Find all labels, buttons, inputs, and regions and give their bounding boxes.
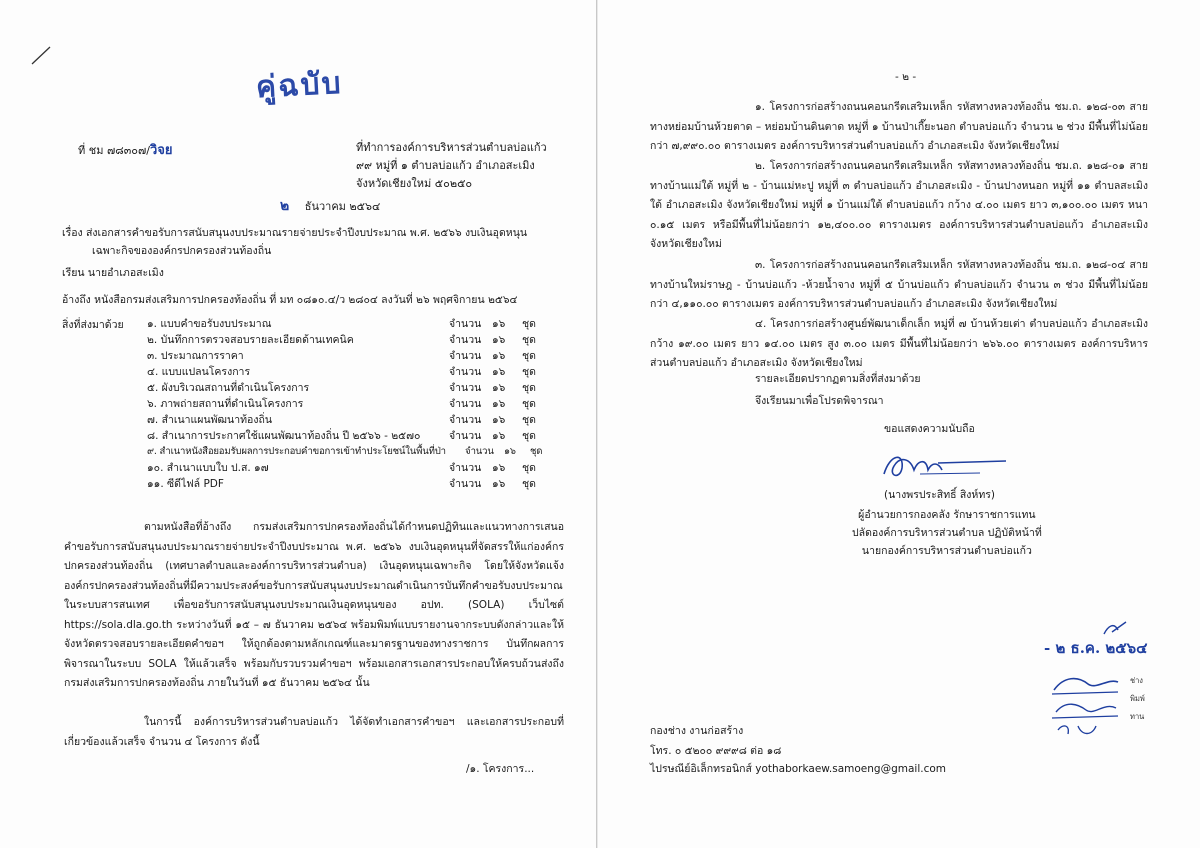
enclosure-row (147, 428, 597, 444)
enclosure-amount-label: จำนวน (449, 366, 482, 378)
recipient: เรียน นายอำเภอสะเมิง (62, 267, 164, 279)
department: กองช่าง งานก่อสร้าง (650, 725, 744, 737)
doc-no-handwritten: วิจย (149, 143, 173, 158)
initial-label: ช่าง (1130, 676, 1143, 685)
enclosure-row (147, 364, 597, 380)
enclosure-row (147, 444, 597, 460)
signer-name: (นางพรประสิทธิ์ สิงห์ทร) (884, 489, 995, 501)
subject-line: เฉพาะกิจขององค์กรปกครองส่วนท้องถิ่น (92, 245, 272, 257)
document-number (78, 144, 172, 158)
pen-mark (30, 44, 52, 66)
initial-label: ทาน (1130, 712, 1145, 721)
signer-title-line: ปลัดองค์การบริหารส่วนตำบล ปฏิบัติหน้าที่ (852, 527, 1042, 539)
enclosure-amount-label: จำนวน (465, 446, 494, 457)
signer-title-line: นายกองค์การบริหารส่วนตำบลบ่อแก้ว (861, 545, 1032, 557)
enclosure-name: ๑๐. สำเนาแบบใบ ป.ส. ๑๗ (147, 462, 269, 474)
enclosure-row (147, 348, 597, 364)
copy-stamp: คู่ฉบับ (255, 65, 344, 106)
enclosure-amount-label: จำนวน (449, 398, 482, 410)
document-date (280, 199, 380, 214)
enclosure-amount-label: จำนวน (449, 334, 482, 346)
enclosure-unit: ชุด (522, 382, 536, 394)
enclosure-unit: ชุด (522, 414, 536, 426)
enclosure-unit: ชุด (522, 398, 536, 410)
enclosure-qty: ๑๖ (492, 430, 506, 442)
enclosure-row (147, 316, 597, 332)
enclosure-name: ๓. ประมาณการราคา (147, 350, 244, 362)
email: ไปรษณีย์อิเล็กทรอนิกส์ yothaborkaew.samoeng@gmail.com (650, 763, 946, 775)
page-right (598, 0, 1200, 848)
subject-line: เรื่อง ส่งเอกสารคำขอรับการสนับสนุนงบประมาณรายจ่ายประจำปีงบประมาณ พ.ศ. ๒๕๖๖ งบเงินอุดหนุน (62, 227, 528, 239)
enclosure-amount-label: จำนวน (449, 478, 482, 490)
enclosure-amount-label: จำนวน (449, 414, 482, 426)
doc-no-printed: ที่ ชม ๗๘๓๐๗/ (78, 144, 150, 157)
project-4: ๔. โครงการก่อสร้างศูนย์พัฒนาเด็กเล็ก หมู่ที่ ๗ บ้านห้วยเต่า ตำบลบ่อแก้ว อำเภอสะเมิง กว้าง ๑๙.๐๐ เมตร ยาว ๑๔.๐๐ เมตร สูง ๓.๐๐ เมตร มีพื้นที่ไม่น้อยกว่า ๒๖๖.๐๐ ตารางเมตร องค์การบริหารส่วนตำบลบ่อแก้ว อำเภอสะเมิง จังหวัดเชียงใหม่ (650, 318, 1148, 369)
office-line: ที่ทำการองค์การบริหารส่วนตำบลบ่อแก้ว (356, 141, 547, 154)
enclosure-amount-label: จำนวน (449, 350, 482, 362)
initial-label: พิมพ์ (1130, 694, 1145, 703)
enclosure-name: ๙. สำเนาหนังสือยอมรับผลการประกอบคำขอการเข้าทำประโยชน์ในพื้นที่ป่า (147, 446, 446, 457)
detail-note: รายละเอียดปรากฏตามสิ่งที่ส่งมาด้วย (755, 373, 921, 385)
enclosure-name: ๖. ภาพถ่ายสถานที่ดำเนินโครงการ (147, 398, 304, 410)
reference: อ้างถึง หนังสือกรมส่งเสริมการปกครองท้องถิ่น ที่ มท ๐๘๑๐.๔/ว ๒๘๐๔ ลงวันที่ ๒๖ พฤศจิกายน ๒๕๖๔ (62, 294, 518, 306)
date-handwritten: ๒ (280, 198, 290, 214)
project-2: ๒. โครงการก่อสร้างถนนคอนกรีตเสริมเหล็ก รหัสทางหลวงท้องถิ่น ชม.ถ. ๑๒๘-๐๑ สายทางบ้านแม่ใต้ หมู่ที่ ๒ - บ้านแม่หะปู หมู่ที่ ๓ ตำบลบ่อแก้ว อำเภอสะเมิง - บ้านปางหนอก หมู่ที่ ๑๑ ตำบลสะเมิงใต้ อำเภอสะเมิง จังหวัดเชียงใหม่ หมู่ที่ ๑ บ้านแม่ใต้ ตำบลบ่อแก้ว กว้าง ๔.๐๐ เมตร ยาว ๓,๑๐๐.๐๐ เมตร หนา ๐.๑๕ เมตร หรือมีพื้นที่ไม่น้อยกว่า ๑๒,๔๐๐.๐๐ ตารางเมตร องค์การบริหารส่วนตำบลบ่อแก้ว อำเภอสะเมิง จังหวัดเชียงใหม่ (650, 160, 1148, 250)
enclosure-row (147, 332, 597, 348)
office-line: ๙๙ หมู่ที่ ๑ ตำบลบ่อแก้ว อำเภอสะเมิง (356, 159, 535, 172)
project-3: ๓. โครงการก่อสร้างถนนคอนกรีตเสริมเหล็ก รหัสทางหลวงท้องถิ่น ชม.ถ. ๑๒๘-๐๔ สายทางบ้านใหม่ราษฎ - บ้านบ่อแก้ว -ห้วยน้ำจาง หมู่ที่ ๕ บ้านบ่อแก้ว ตำบลบ่อแก้ว จำนวน ๓ ช่วง มีพื้นที่ไม่น้อยกว่า ๔,๑๑๐.๐๐ ตารางเมตร องค์การบริหารส่วนตำบลบ่อแก้ว อำเภอสะเมิง จังหวัดเชียงใหม่ (650, 259, 1148, 310)
date-printed: ธันวาคม ๒๕๖๔ (304, 200, 381, 213)
enclosure-unit: ชุด (522, 350, 536, 362)
office-line: จังหวัดเชียงใหม่ ๕๐๒๕๐ (356, 177, 473, 190)
enclosure-name: ๗. สำเนาแผนพัฒนาท้องถิ่น (147, 414, 273, 426)
office-address (356, 141, 547, 191)
subject (62, 226, 527, 258)
signer-title-line: ผู้อำนวยการกองคลัง รักษาราชการแทน (858, 509, 1036, 521)
closing-request: จึงเรียนมาเพื่อโปรดพิจารณา (755, 395, 884, 407)
body-paragraph-2: ในการนี้ องค์การบริหารส่วนตำบลบ่อแก้ว ได้จัดทำเอกสารคำขอฯ และเอกสารประกอบที่เกี่ยวข้องแล้วเสร็จ จำนวน ๔ โครงการ ดังนี้ (64, 716, 564, 748)
enclosure-unit: ชุด (522, 430, 536, 442)
enclosure-unit: ชุด (522, 478, 536, 490)
enclosure-name: ๒. บันทึกการตรวจสอบรายละเอียดด้านเทคนิค (147, 334, 354, 346)
enclosure-unit: ชุด (522, 334, 536, 346)
continuation-note: /๑. โครงการ... (466, 763, 535, 775)
enclosure-qty: ๑๖ (492, 414, 506, 426)
enclosure-name: ๔. แบบแปลนโครงการ (147, 366, 251, 378)
enclosure-name: ๕. ผังบริเวณสถานที่ดำเนินโครงการ (147, 382, 310, 394)
initials-labels (1130, 672, 1145, 726)
enclosure-amount-label: จำนวน (449, 462, 482, 474)
telephone: โทร. ๐ ๕๒๐๐ ๙๙๙๘ ต่อ ๑๘ (650, 745, 782, 757)
enclosure-qty: ๑๖ (492, 382, 506, 394)
closing-salutation: ขอแสดงความนับถือ (884, 423, 975, 435)
enclosure-unit: ชุด (522, 318, 536, 330)
page-number: - ๒ - (895, 71, 917, 83)
enclosure-qty: ๑๖ (492, 478, 506, 490)
body-paragraph-1: ตามหนังสือที่อ้างถึง กรมส่งเสริมการปกครองท้องถิ่นได้กำหนดปฏิทินและแนวทางการเสนอคำขอรับการสนับสนุนงบประมาณรายจ่ายประจำปีงบประมาณ พ.ศ. ๒๕๖๖ งบเงินอุดหนุนที่จัดสรรให้แก่องค์กรปกครองส่วนท้องถิ่น (เทศบาลตำบลและองค์การบริหารส่วนตำบล) เงินอุดหนุนเฉพาะกิจ โดยให้จังหวัดแจ้งองค์กรปกครองส่วนท้องถิ่นที่มีความประสงค์ขอรับการสนับสนุนงบประมาณดำเนินการบันทึกคำขอรับงบประมาณในระบบสารสนเทศ เพื่อขอรับการสนับสนุนงบประมาณเงินอุดหนุนของ อปท. (SOLA) เว็บไซต์ https://sola.dla.go.th ระหว่างวันที่ ๑๕ – ๗ ธันวาคม ๒๕๖๔ พร้อมพิมพ์แบบรายงานจากระบบดังกล่าวและให้จังหวัดตรวจสอบรายละเอียดคำขอฯ ให้ถูกต้องตามหลักเกณฑ์และมาตรฐานของทางราชการ บันทึกผลการพิจารณาในระบบ SOLA ให้แล้วเสร็จ พร้อมกับรวบรวมคำขอฯ พร้อมเอกสารเอกสารประกอบให้ครบถ้วนส่งถึงกรมส่งเสริมการปกครองท้องถิ่น ภายในวันที่ ๑๕ ธันวาคม ๒๕๖๔ นั้น (64, 521, 564, 689)
enclosure-row (147, 412, 597, 428)
page-left (0, 0, 597, 848)
enclosure-qty: ๑๖ (492, 318, 506, 330)
enclosure-name: ๑. แบบคำขอรับงบประมาณ (147, 318, 272, 330)
enclosure-row (147, 460, 597, 476)
enclosure-row (147, 396, 597, 412)
enclosure-qty: ๑๖ (492, 398, 506, 410)
enclosure-name: ๑๑. ซีดีไฟล์ PDF (147, 478, 224, 490)
enclosure-row (147, 476, 597, 492)
enclosure-qty: ๑๖ (492, 462, 506, 474)
enclosure-unit: ชุด (522, 366, 536, 378)
project-1: ๑. โครงการก่อสร้างถนนคอนกรีตเสริมเหล็ก รหัสทางหลวงท้องถิ่น ชม.ถ. ๑๒๘-๐๓ สายทางหย่อมบ้านห้วยตาด – หย่อมบ้านดินตาด หมู่ที่ ๑ บ้านป่าเกี๊ยะนอก ตำบลบ่อแก้ว จำนวน ๒ ช่วง มีพื้นที่ไม่น้อยกว่า ๗,๙๙๐.๐๐ ตารางเมตร องค์การบริหารส่วนตำบลบ่อแก้ว อำเภอสะเมิง จังหวัดเชียงใหม่ (650, 101, 1148, 152)
enclosure-unit: ชุด (530, 446, 543, 457)
enclosure-qty: ๑๖ (492, 350, 506, 362)
initials-block (1048, 668, 1128, 744)
enclosure-qty: ๑๖ (492, 334, 506, 346)
enclosure-name: ๘. สำเนาการประกาศใช้แผนพัฒนาท้องถิ่น ปี ๒๕๖๖ - ๒๕๗๐ (147, 430, 421, 442)
enclosure-qty: ๑๖ (492, 366, 506, 378)
signer-titles (852, 508, 1042, 558)
handwritten-date: - ๒ ธ.ค. ๒๕๖๔ (1044, 639, 1148, 657)
enclosure-amount-label: จำนวน (449, 430, 482, 442)
enclosure-amount-label: จำนวน (449, 382, 482, 394)
enclosure-qty: ๑๖ (504, 446, 516, 457)
enclosure-row (147, 380, 597, 396)
enclosure-unit: ชุด (522, 462, 536, 474)
enclosure-list (147, 316, 587, 506)
enclosure-amount-label: จำนวน (449, 318, 482, 330)
enclosures-label: สิ่งที่ส่งมาด้วย (62, 319, 124, 331)
